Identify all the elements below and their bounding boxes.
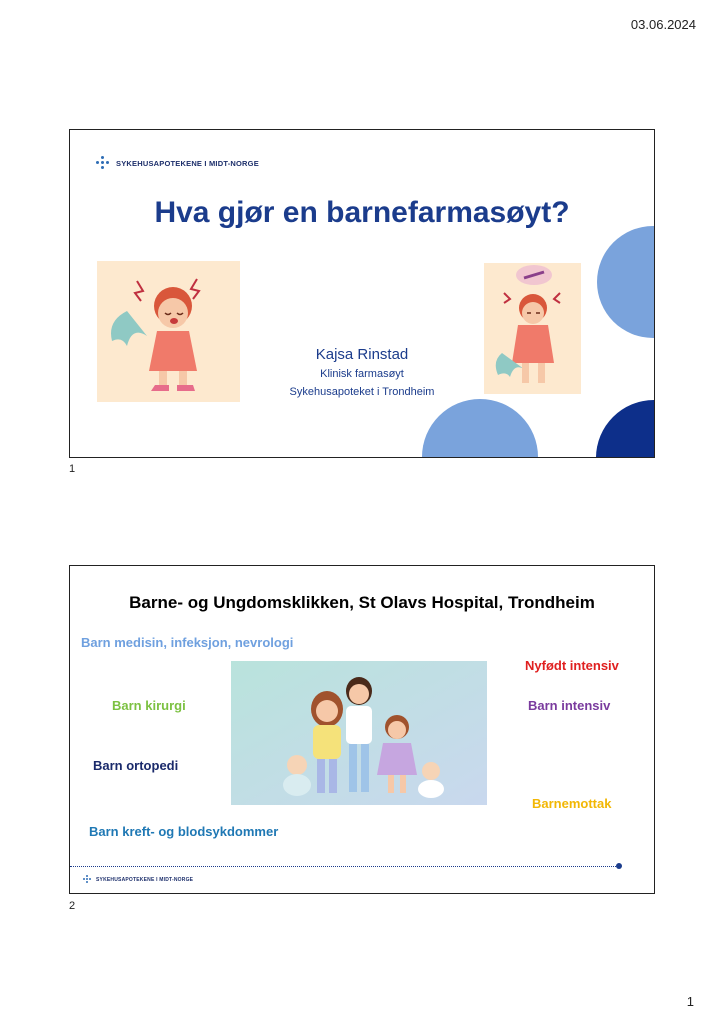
slide-1 [69, 129, 655, 458]
slide-1-title: Hva gjør en barnefarmasøyt? [154, 196, 570, 229]
logo-dots-icon [96, 156, 110, 170]
children-group-illustration [231, 661, 487, 805]
dept-barn-ortopedi: Barn ortopedi [93, 758, 179, 773]
logo-text: SYKEHUSAPOTEKENE I MIDT-NORGE [96, 876, 194, 883]
footer-divider [70, 866, 618, 867]
upset-child-illustration [484, 263, 581, 394]
slide-1-logo [96, 156, 259, 170]
dept-barnemottak: Barnemottak [532, 796, 612, 811]
decor-circle-blue [597, 226, 655, 338]
presenter-role: Klinisk farmasøyt [320, 368, 404, 380]
decor-circle-dark [596, 400, 655, 458]
print-date: 03.06.2024 [630, 17, 696, 32]
crying-child-illustration [97, 261, 240, 402]
slide-2 [69, 565, 655, 894]
slide-2-number: 2 [69, 900, 76, 912]
logo-text: SYKEHUSAPOTEKENE I MIDT-NORGE [116, 158, 259, 168]
page-number: 1 [686, 994, 694, 1009]
dept-nyfodt-intensiv: Nyfødt intensiv [525, 658, 619, 673]
footer-dot [616, 863, 622, 869]
dept-barn-kirurgi: Barn kirurgi [112, 698, 186, 713]
logo-dots-icon [83, 875, 92, 884]
slide-2-logo [83, 875, 193, 884]
decor-circle-light [422, 399, 538, 458]
slide-1-number: 1 [69, 463, 76, 475]
dept-barn-kreft: Barn kreft- og blodsykdommer [89, 824, 279, 839]
dept-barn-intensiv: Barn intensiv [528, 698, 611, 713]
dept-barn-medisin: Barn medisin, infeksjon, nevrologi [81, 635, 294, 650]
slide-2-title: Barne- og Ungdomsklikken, St Olavs Hospital, Trondheim [129, 593, 595, 612]
presenter-org: Sykehusapoteket i Trondheim [289, 386, 435, 398]
presenter-name: Kajsa Rinstad [315, 346, 409, 363]
